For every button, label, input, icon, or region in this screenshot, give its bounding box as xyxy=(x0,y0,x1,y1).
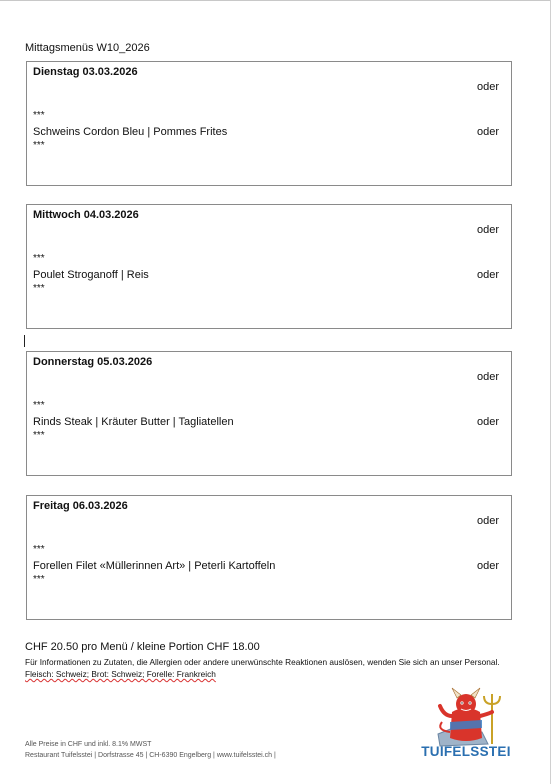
separator: *** xyxy=(33,574,45,585)
page-top-border xyxy=(0,0,551,1)
separator: *** xyxy=(33,283,45,294)
separator: *** xyxy=(33,140,45,151)
or-label: oder xyxy=(476,371,499,383)
or-label: oder xyxy=(476,224,499,236)
separator: *** xyxy=(33,544,45,555)
day-date: Mittwoch 04.03.2026 xyxy=(33,209,139,221)
day-date: Dienstag 03.03.2026 xyxy=(33,66,138,78)
or-label: oder xyxy=(476,416,499,428)
dish-text: Forellen Filet «Müllerinnen Art» | Peterli Kartoffeln xyxy=(33,560,276,572)
or-label: oder xyxy=(476,560,499,572)
or-label: oder xyxy=(476,126,499,138)
day-date: Donnerstag 05.03.2026 xyxy=(33,356,153,368)
footer-vat-note: Alle Preise in CHF und inkl. 8.1% MWST xyxy=(25,741,152,748)
dish-text: Schweins Cordon Bleu | Pommes Frites xyxy=(33,126,228,138)
day-box-tuesday[interactable] xyxy=(26,61,512,186)
day-box-thursday[interactable] xyxy=(26,351,512,476)
day-date: Freitag 06.03.2026 xyxy=(33,500,128,512)
menu-title: Mittagsmenüs W10_2026 xyxy=(25,42,150,54)
separator: *** xyxy=(33,400,45,411)
separator: *** xyxy=(33,110,45,121)
price-info: CHF 20.50 pro Menü / kleine Portion CHF 18.00 xyxy=(25,641,260,653)
separator: *** xyxy=(33,430,45,441)
or-label: oder xyxy=(476,269,499,281)
day-box-wednesday[interactable] xyxy=(26,204,512,329)
day-box-friday[interactable] xyxy=(26,495,512,620)
origin-text: Fleisch: Schweiz; Brot: Schweiz; Forelle: Frankreich xyxy=(25,669,216,679)
allergy-info xyxy=(25,656,520,680)
allergy-text: Für Informationen zu Zutaten, die Allergien oder andere unerwünschte Reaktionen auslösen, wenden Sie sich an unser Personal. xyxy=(25,657,500,667)
or-label: oder xyxy=(476,81,499,93)
dish-text: Rinds Steak | Kräuter Butter | Tagliatellen xyxy=(33,416,234,428)
separator: *** xyxy=(33,253,45,264)
or-label: oder xyxy=(476,515,499,527)
footer-address: Restaurant Tuifelsstei | Dorfstrasse 45 | CH-6390 Engelberg | www.tuifelsstei.ch | xyxy=(25,752,276,759)
text-cursor xyxy=(24,335,25,347)
dish-text: Poulet Stroganoff | Reis xyxy=(33,269,149,281)
logo-text: TUIFELSSTEI xyxy=(421,744,511,759)
